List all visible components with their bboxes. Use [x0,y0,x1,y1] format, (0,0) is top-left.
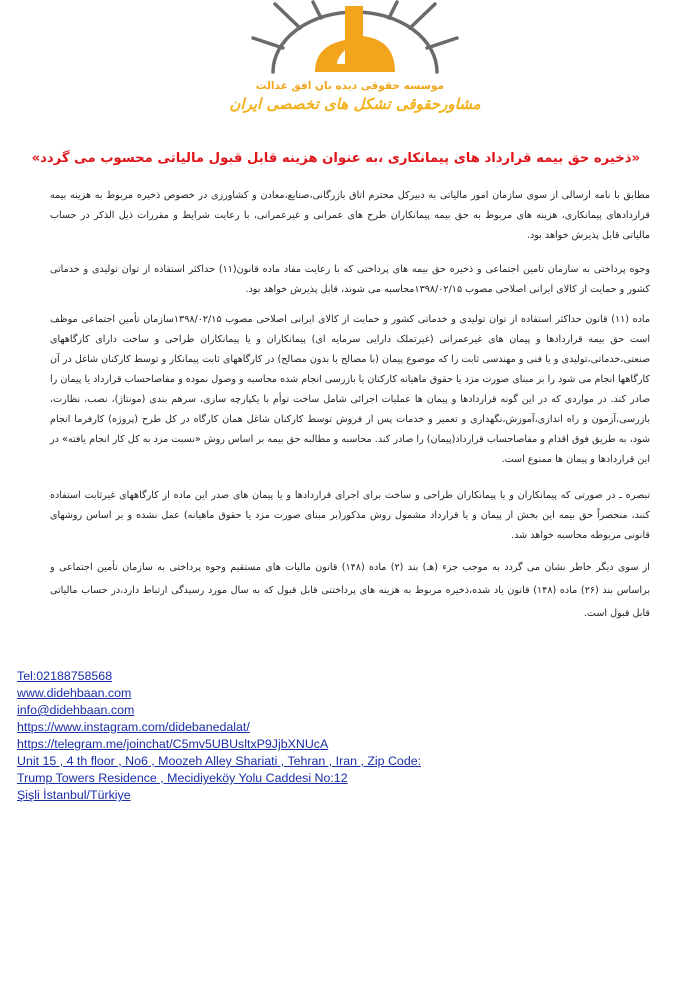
org-name-primary: موسسه حقوقی دیده بان افق عدالت [255,80,445,92]
paragraph-payments: وجوه پرداختی به سازمان تامین اجتماعی و ذخیره حق بیمه های پرداختی که با رعایت مفاد ماده قانون(۱۱) حداکثر استفاده از توان تولیدی و خدماتی کشور و حمایت از کالای ایرانی اصلاحی مصوب ۱۳۹۸/۰۲/۱۵محاسبه می شوند، قابل پذیرش خواهد بود. [50,264,650,295]
telegram-link[interactable]: https://telegram.me/joinchat/C5mv5UBUsltxP9JjbXNUcA [17,737,329,751]
logo-ray [313,2,321,18]
paragraph-note: تبصره ـ در صورتی که پیمانکاران و یا پیمانکاران طراحی و ساخت برای اجرای قراردادها و یا پیمان های صدر این ماده از کارگاههای غیرثابت استفاده کنند، منحصراً حق بیمه این بخش از پیمان و یا قرارداد مشمول روش مذکور(بر مبنای صورت مزد یا حقوق ماهیانه) عمل نشده و بر اساس روشهای قانونی مربوطه محاسبه خواهد شد. [50,490,650,541]
logo-ray [427,38,457,48]
logo-ray [410,4,435,28]
document-title: «ذخیره حق بیمه قرارداد های پیمانکاری ،به عنوان هزینه قابل قبول مالیاتی محسوب می گردد» [31,151,640,166]
org-name-secondary: مشاورحقوقی تشکل های تخصصی ایران [229,95,481,113]
logo-ray [253,38,283,48]
paragraph-article-11: ماده (۱۱) قانون حداکثر استفاده از توان تولیدی و خدماتی کشور و حمایت از کالای ایرانی اصلاحی مصوب ۱۳۹۸/۰۲/۱۵سازمان تأمین اجتماعی موظف است حق بیمه قراردادها و پیمان های غیرعمرانی (غیرتملک دارایی سرمایه ای) پیمانکاران و یا پیمانکاران طراحی و ساخت دارای کارگاههای صنعتی،خدماتی،تولیدی و یا فنی و مهندسی ثابت را که موضوع پیمان (با مصالح یا بدون مصالح) در کارگاههای ثابت پیمانکار و توسط کارکنان شاغل در آن کارگاهها انجام می شود را بر مبنای صورت مزد یا حقوق ماهیانه کارکنان یا بازرسی انجام شده محاسبه و وصول نموده و مفاصاحساب قرارداد یا پیمان را صادر کند. در مواردی که در این گونه قراردادها و پیمان ها عملیات اجرائی شامل ساخت توأم با یکپارچه سازی، سرهم بندی (مونتاژ)، نصب، نظارت، بازرسی،آزمون و راه اندازی،آموزش،نگهداری و تعمیر و خدمات پس از فروش توسط کارکنان شاغل همان کارگاه در کل طرح (پروژه) کارفرما انجام شود، به طریق فوق اقدام و مفاصاحساب قرارداد(پیمان) را صادر کند. محاسبه و مطالبه حق بیمه بر اساس روش «نسبت مزد به کل کار انجام یافته» در این قراردادها و پیمان ها ممنوع است. [50,314,650,465]
email-link[interactable]: info@didehbaan.com [17,703,135,717]
instagram-link[interactable]: https://www.instagram.com/didebanedalat/ [17,720,250,734]
paragraph-intro: مطابق با نامه ارسالی از سوی سازمان امور مالیاتی به دبیرکل محترم اتاق بازرگانی،صنایع،معادن و کشاورزی در خصوص ذخیره مربوط به هزینه بیمه قراردادهای پیمانکاری، هزینه های مربوط به حق بیمه پیمانکاران طرح های عمرانی و غیرعمرانی، با رعایت شرایط و مقررات ذیل الذکر در حساب مالیاتی قابل پذیرش خواهد بود. [50,190,650,241]
logo-icon [245,0,465,80]
paragraph-article-148: از سوی دیگر خاطر نشان می گردد به موجب جزء (هـ) بند (۲) ماده (۱۴۸) قانون مالیات های مستقیم وجوه پرداختی به سازمان تأمین اجتماعی و براساس بند (۲۶) ماده (۱۴۸) قانون یاد شده،ذخیره مربوط به هزینه های پرداختنی قابل قبول که به سال مورد رسیدگی ارتباط دارد،در حساب مالیاتی قابل قبول است. [50,562,650,619]
address-istanbul-link[interactable]: Trump Towers Residence , Mecidiyeköy Yolu Caddesi No:12 [17,771,348,785]
address-tehran-link[interactable]: Unit 15 , 4 th floor , No6 , Moozeh Alley Shariati , Tehran , Iran , Zip Code: [17,754,422,768]
address-istanbul-city-link[interactable]: Şişli İstanbul/Türkiye [17,788,131,802]
logo-ray [275,4,300,28]
contact-info [17,668,497,804]
phone-link[interactable]: Tel:02188758568 [17,669,113,683]
website-link[interactable]: www.didehbaan.com [17,686,132,700]
logo-ray [389,2,397,18]
